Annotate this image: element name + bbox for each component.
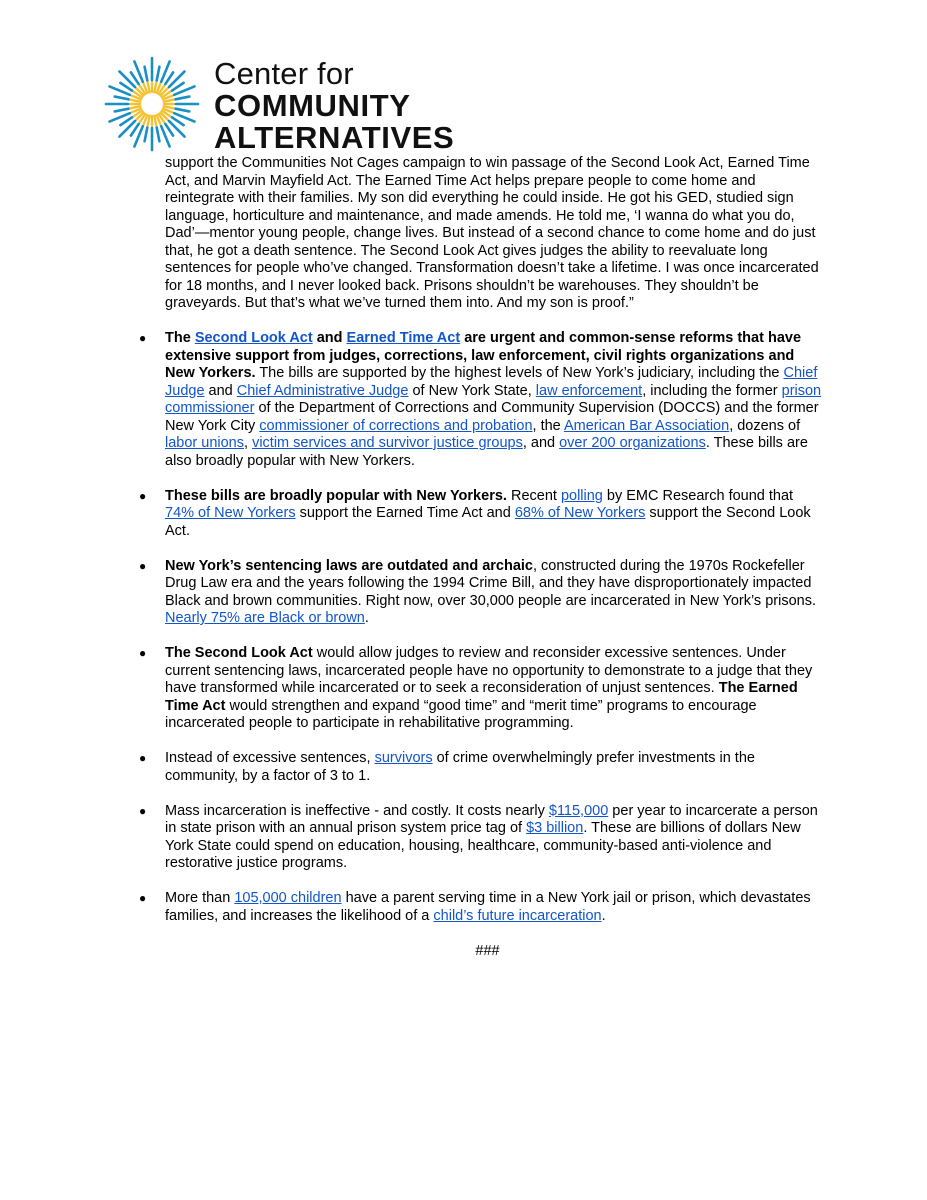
link-american-bar-association[interactable]: American Bar Association bbox=[563, 417, 730, 434]
text-span: support the Second Look Act. bbox=[165, 505, 811, 539]
text-span: of crime overwhelmingly prefer investments in the community, by a factor of 3 to 1. bbox=[165, 750, 755, 784]
bullet-icon: ● bbox=[139, 891, 147, 905]
link-chief-judge[interactable]: Chief Judge bbox=[165, 365, 818, 399]
sunburst-logo-icon bbox=[104, 56, 200, 152]
text-span: and bbox=[312, 330, 347, 346]
bullet-icon: ● bbox=[139, 488, 147, 503]
text-span: Mass incarceration is ineffective - and costly. It costs nearly bbox=[165, 802, 549, 819]
link-nearly-75-percent[interactable]: Nearly 75% are Black or brown bbox=[165, 610, 365, 626]
sunburst-ray-outer bbox=[115, 97, 129, 100]
bold-text: These bills are broadly popular with New Yorkers. bbox=[165, 487, 507, 504]
text-span: per year to incarcerate a person in state prison with an annual prison system price tag of bbox=[165, 802, 818, 836]
link-labor-unions[interactable]: labor unions bbox=[165, 435, 244, 451]
list-item bbox=[139, 330, 825, 470]
link-prison-commissioner[interactable]: prison commissioner bbox=[165, 382, 822, 416]
logo-line-center-for: Center for bbox=[214, 56, 354, 91]
sunburst-ray-outer bbox=[157, 128, 160, 142]
bold-text: New York’s sentencing laws are outdated and archaic bbox=[165, 557, 533, 574]
link-victim-services[interactable]: victim services and survivor justice groups bbox=[252, 435, 523, 451]
text-span: support the Earned Time Act and bbox=[295, 505, 515, 521]
bullet-icon: ● bbox=[139, 751, 147, 765]
bold-text: The Second Look Act bbox=[165, 645, 313, 661]
link-survivors[interactable]: survivors bbox=[374, 750, 433, 766]
bold-text: The Earned Time Act bbox=[165, 680, 798, 714]
sunburst-ray-inner bbox=[164, 106, 174, 108]
text-span: of the Department of Corrections and Community Supervision (DOCCS) and the former New York City bbox=[165, 400, 819, 434]
link-nyc-commissioner[interactable]: commissioner of corrections and probation bbox=[259, 417, 533, 434]
bullet-icon: ● bbox=[139, 331, 147, 345]
text-span: would strengthen and expand “good time” and “merit time” programs to encourage incarcerated people to participate in rehabilitative programming. bbox=[165, 697, 757, 731]
text-span: and bbox=[204, 382, 237, 399]
logo-line-alternatives: ALTERNATIVES bbox=[214, 120, 455, 155]
list-item bbox=[139, 802, 825, 873]
link-future-incarceration[interactable]: child’s future incarceration bbox=[433, 907, 602, 924]
list-item bbox=[139, 645, 825, 733]
sunburst-ray-inner bbox=[130, 100, 140, 102]
text-span: , constructed during the 1970s Rockefeller Drug Law era and the years following the 1994 Crime Bill, and they have disproportionately impacted Black and brown communities. Right now, over 30,000 people are incarcerated in New York’s prisons. bbox=[165, 557, 816, 609]
text-span: , dozens of bbox=[729, 417, 801, 434]
sunburst-ray-outer bbox=[145, 67, 148, 81]
list-item bbox=[139, 557, 825, 628]
link-3-billion[interactable]: $3 billion bbox=[526, 820, 584, 836]
text-span: Instead of excessive sentences, bbox=[165, 750, 375, 766]
link-105000-children[interactable]: 105,000 children bbox=[234, 890, 342, 906]
fact-list bbox=[139, 330, 825, 925]
sunburst-ray-inner bbox=[164, 100, 174, 102]
organization-logo bbox=[104, 52, 464, 155]
link-chief-administrative-judge[interactable]: Chief Administrative Judge bbox=[236, 382, 409, 399]
sunburst-ray-inner bbox=[148, 82, 150, 92]
link-over-200-organizations[interactable]: over 200 organizations bbox=[559, 435, 706, 451]
logo-line-community: COMMUNITY bbox=[214, 88, 411, 123]
text-span: . These are billions of dollars New York State could spend on education, housing, healthcare, community-based anti-violence and restorative justice programs. bbox=[165, 820, 801, 871]
link-earned-time-act[interactable]: Earned Time Act bbox=[346, 330, 461, 346]
text-span: have a parent serving time in a New York jail or prison, which devastates families, and increases the likelihood of a bbox=[165, 890, 811, 924]
text-span: are urgent and common-sense reforms that have extensive support from judges, corrections, law enforcement, civil rights organizations and New Yorkers. bbox=[165, 330, 802, 381]
text-span: would allow judges to review and reconsider excessive sentences. Under current sentencing laws, incarcerated people have no opportunity to demonstrate to a judge that they have transformed while incarcerated or to seek a reconsideration of unjust sentences. bbox=[165, 645, 813, 696]
list-item bbox=[139, 890, 825, 925]
bullet-icon: ● bbox=[139, 558, 147, 573]
link-polling[interactable]: polling bbox=[560, 487, 603, 504]
text-span: , and bbox=[522, 435, 560, 451]
sunburst-ray-outer bbox=[157, 67, 160, 81]
sunburst-ray-outer bbox=[145, 128, 148, 142]
sunburst-ray-inner bbox=[130, 106, 140, 108]
document-body bbox=[139, 155, 825, 960]
bullet-icon: ● bbox=[139, 646, 147, 660]
text-span: . bbox=[364, 610, 369, 626]
text-span: , the bbox=[532, 417, 564, 434]
link-68-percent[interactable]: 68% of New Yorkers bbox=[514, 505, 646, 521]
text-span: The bbox=[165, 330, 195, 346]
bullet-icon: ● bbox=[139, 803, 147, 818]
link-law-enforcement[interactable]: law enforcement bbox=[535, 382, 643, 399]
sunburst-ray-outer bbox=[176, 97, 190, 100]
link-115000[interactable]: $115,000 bbox=[548, 802, 609, 819]
quote-continuation-paragraph: support the Communities Not Cages campaign to win passage of the Second Look Act, Earned Time Act, and Marvin Mayfield Act. The Earned Time Act helps prepare people to come home and reintegrate with their families. My son did everything he could inside. He got his GED, studied sign language, horticulture and maintenance, and made amends. He told me, ‘I wanna do what you do, Dad’—mentor young people, change lives. But instead of a second chance to come home and do just that, he got a death sentence. The Second Look Act gives judges the ability to reevaluate long sentences for people who’ve changed. Transformation doesn’t take a lifetime. I was once incarcerated for 18 months, and I never looked back. Prisons shouldn’t be warehouses. They shouldn’t be graveyards. But that’s what we’ve turned them into. And my son is proof.” bbox=[165, 155, 819, 311]
end-mark: ### bbox=[475, 942, 500, 959]
sunburst-ray-inner bbox=[154, 116, 156, 126]
sunburst-ray-inner bbox=[154, 82, 156, 92]
text-span: by EMC Research found that bbox=[602, 487, 794, 504]
sunburst-ray-outer bbox=[115, 109, 129, 112]
text-span: . bbox=[601, 907, 606, 924]
link-74-percent[interactable]: 74% of New Yorkers bbox=[165, 505, 296, 521]
list-item bbox=[139, 750, 825, 785]
sunburst-ray-outer bbox=[176, 109, 190, 112]
link-second-look-act[interactable]: Second Look Act bbox=[194, 330, 313, 346]
logo-wordmark bbox=[214, 58, 454, 153]
text-span: The bills are supported by the highest levels of New York’s judiciary, including the bbox=[255, 365, 784, 381]
sunburst-ray-inner bbox=[148, 116, 150, 126]
text-span: , including the former bbox=[642, 382, 782, 399]
text-span: of New York State, bbox=[408, 382, 536, 399]
text-span: . These bills are also broadly popular with New Yorkers. bbox=[165, 435, 808, 469]
list-item bbox=[139, 487, 825, 541]
text-span: Recent bbox=[506, 487, 561, 504]
text-span: , bbox=[244, 435, 253, 451]
text-span: More than bbox=[165, 890, 235, 906]
